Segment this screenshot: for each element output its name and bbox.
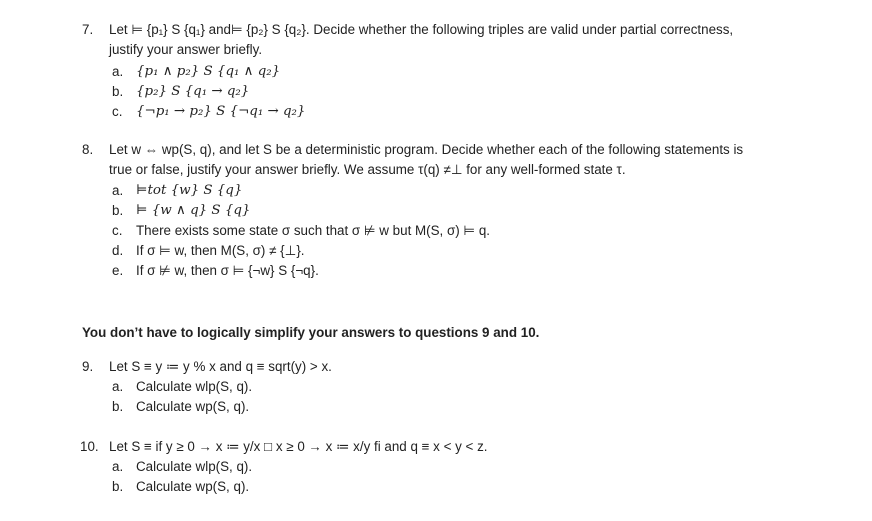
question-10-text: Let S ≡ if y ≥ 0 → x ≔ y/x □ x ≥ 0 → x ≔ x/y fi and q ≡ x < y < z. [109, 439, 488, 454]
question-8-text-line-2: true or false, justify your answer briefly. We assume τ(q) ≠⊥ for any well-formed state τ. [109, 162, 626, 177]
question-10a-label: a. [112, 459, 124, 474]
question-8d-text: If σ ⊨ w, then M(S, σ) ≠ {⊥}. [136, 243, 305, 258]
question-8-number: 8. [82, 142, 94, 157]
question-10b-label: b. [112, 479, 124, 494]
question-9-number: 9. [82, 359, 94, 374]
question-8c-label: c. [112, 223, 123, 238]
question-8a-label: a. [112, 183, 124, 198]
question-7b-label: b. [112, 84, 124, 99]
question-9b-text: Calculate wp(S, q). [136, 399, 250, 414]
question-8b-formula: ⊨ {w ∧ q} S {q} [136, 203, 251, 218]
question-7-text-line-2: justify your answer briefly. [109, 42, 263, 57]
question-9b-label: b. [112, 399, 124, 414]
question-7c-label: c. [112, 104, 123, 119]
question-8b-label: b. [112, 203, 124, 218]
question-10a-text: Calculate wlp(S, q). [136, 459, 253, 474]
question-8d-label: d. [112, 243, 124, 258]
question-10-number: 10. [80, 439, 99, 454]
question-7a-formula: {p₁ ∧ p₂} S {q₁ ∧ q₂} [136, 64, 281, 79]
simplify-note-heading: You don’t have to logically simplify your answers to questions 9 and 10. [82, 325, 540, 340]
question-8-text-line-1: Let w ⇔ wp(S, q), and let S be a deterministic program. Decide whether each of the following statements is [109, 142, 744, 157]
question-7-text-line-1: Let ⊨ {p₁} S {q₁} and⊨ {p₂} S {q₂}. Decide whether the following triples are valid under partial correctness, [109, 22, 734, 37]
question-7-number: 7. [82, 22, 94, 37]
question-10b-text: Calculate wp(S, q). [136, 479, 250, 494]
question-9-text: Let S ≡ y ≔ y % x and q ≡ sqrt(y) > x. [109, 359, 332, 374]
question-8a-formula: ⊨tot {w} S {q} [136, 183, 243, 198]
question-7c-formula: {¬p₁ → p₂} S {¬q₁ → q₂} [136, 104, 306, 119]
question-9a-text: Calculate wlp(S, q). [136, 379, 253, 394]
question-8e-text: If σ ⊭ w, then σ ⊨ {¬w} S {¬q}. [136, 263, 319, 278]
question-8c-text: There exists some state σ such that σ ⊭ w but M(S, σ) ⊨ q. [136, 223, 490, 238]
question-7b-formula: {p₂} S {q₁ → q₂} [136, 84, 250, 99]
question-8e-label: e. [112, 263, 124, 278]
question-9a-label: a. [112, 379, 124, 394]
question-7a-label: a. [112, 64, 124, 79]
